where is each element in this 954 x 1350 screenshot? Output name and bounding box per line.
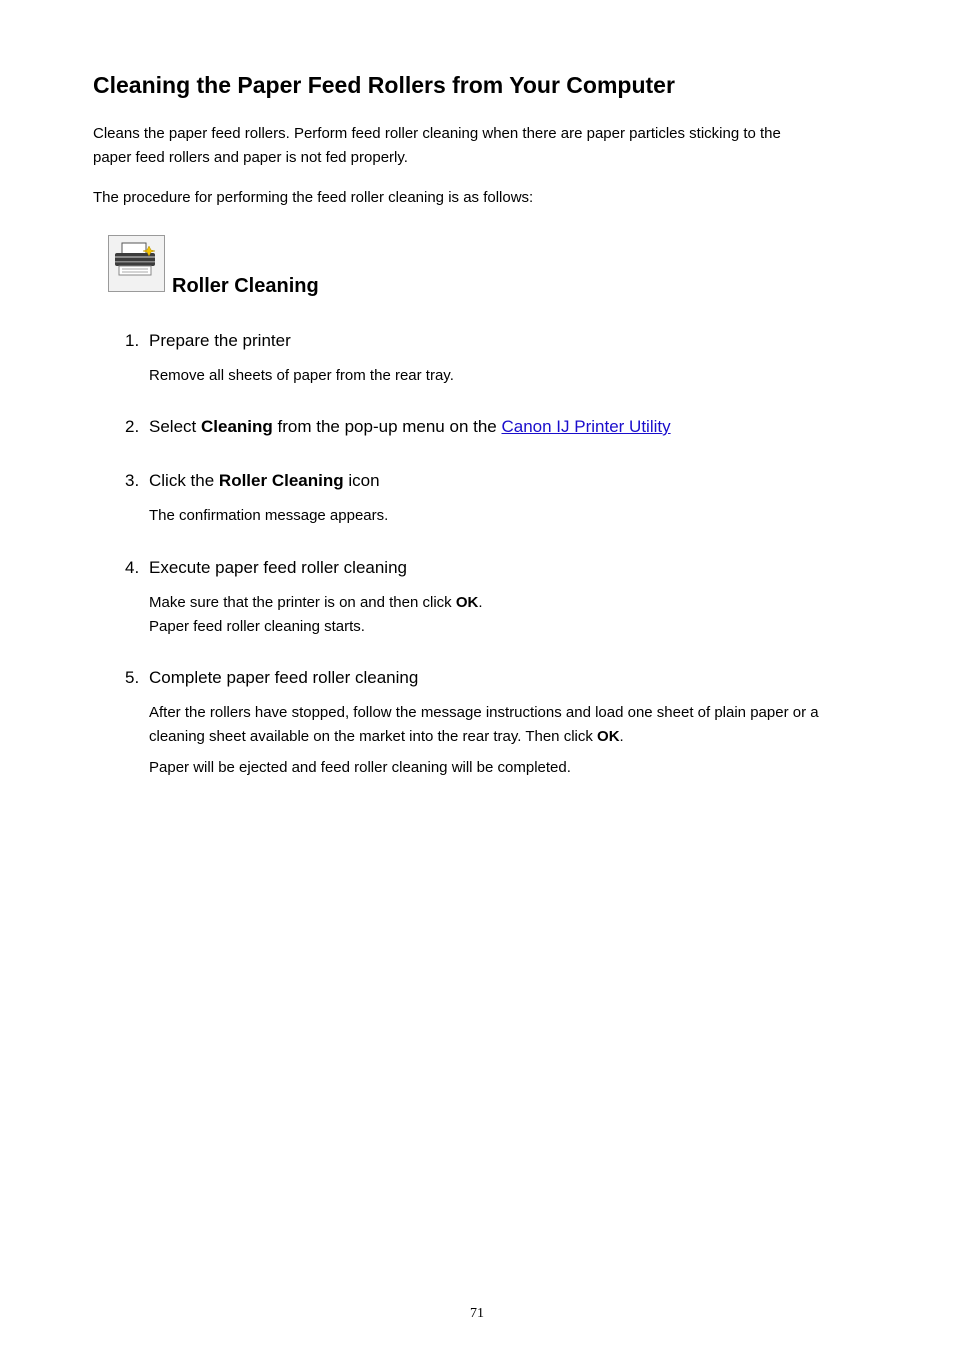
- section-heading: Roller Cleaning: [172, 275, 319, 297]
- intro-line-2: paper feed rollers and paper is not fed properly.: [93, 149, 408, 166]
- page-number: 71: [470, 1306, 484, 1321]
- step-title: Select Cleaning from the pop-up menu on the Canon IJ Printer Utility: [149, 417, 671, 436]
- ok-label: OK: [455, 594, 479, 611]
- step-detail: Make sure that the printer is on and then click OK. Paper feed roller cleaning starts.: [149, 594, 483, 635]
- cleaning-menu-label: Cleaning: [200, 417, 273, 436]
- step-4: [122, 556, 862, 639]
- step-number: 2.: [125, 417, 140, 436]
- step-title: Execute paper feed roller cleaning: [149, 558, 407, 577]
- step-detail: The confirmation message appears.: [149, 507, 389, 524]
- canon-ij-printer-utility-link[interactable]: Canon IJ Printer Utility: [501, 417, 671, 436]
- step-detail: Remove all sheets of paper from the rear tray.: [149, 367, 454, 384]
- step-number: 4.: [125, 558, 140, 577]
- step-5: [122, 666, 862, 780]
- ok-label: OK: [597, 728, 620, 745]
- step-3: [122, 469, 862, 528]
- step-1: [122, 329, 862, 388]
- step-detail: After the rollers have stopped, follow the message instructions and load one sheet of plain paper or a cleaning sheet available on the market into the rear tray. Then click OK.: [149, 704, 819, 745]
- page-title: Cleaning the Paper Feed Rollers from Your Computer: [93, 72, 675, 98]
- step-detail-2: Paper will be ejected and feed roller cleaning will be completed.: [149, 759, 571, 776]
- step-number: 1.: [125, 331, 140, 350]
- step-title: Click the Roller Cleaning icon: [149, 471, 380, 490]
- step-title: Prepare the printer: [149, 331, 291, 350]
- step-2: [122, 415, 862, 439]
- procedure-text: The procedure for performing the feed roller cleaning is as follows:: [93, 189, 534, 206]
- intro-paragraph: [93, 122, 853, 170]
- step-number: 5.: [125, 668, 140, 687]
- step-number: 3.: [125, 471, 140, 490]
- printer-icon: [109, 236, 164, 291]
- step-title: Complete paper feed roller cleaning: [149, 668, 419, 687]
- step-detail-2: Paper feed roller cleaning starts.: [149, 618, 365, 635]
- roller-cleaning-icon[interactable]: [108, 235, 165, 292]
- roller-cleaning-label: Roller Cleaning: [218, 471, 344, 490]
- intro-line-1: Cleans the paper feed rollers. Perform feed roller cleaning when there are paper particles sticking to the: [93, 125, 781, 142]
